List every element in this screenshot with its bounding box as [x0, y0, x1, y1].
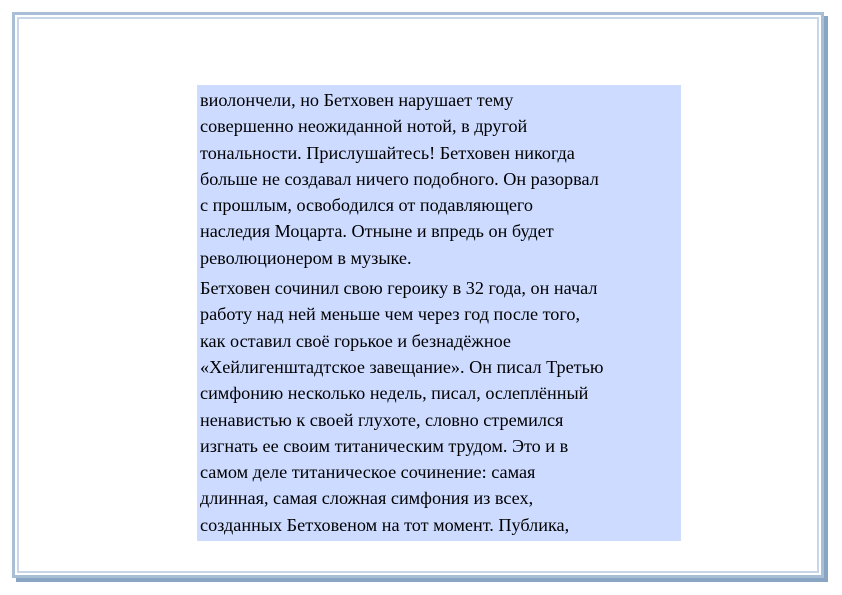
paragraph-2 [200, 275, 677, 538]
text-line: работу над ней меньше чем через год после того, [200, 304, 581, 325]
text-line: самом деле титаническое сочинение: самая [200, 462, 536, 483]
text-line: наследия Моцарта. Отныне и впредь он будет [200, 221, 554, 242]
text-line: Бетховен сочинил свою героику в 32 года, он начал [200, 278, 598, 299]
text-line: ненавистью к своей глухоте, словно стремился [200, 409, 564, 430]
text-line: с прошлым, освободился от подавляющего [200, 195, 534, 216]
frame-shadow-bottom [16, 578, 828, 582]
text-line: «Хейлигенштадтское завещание». Он писал Третью [200, 356, 604, 377]
text-line: совершенно неожиданной нотой, в другой [200, 116, 528, 137]
text-line: как оставил своё горькое и безнадёжное [200, 330, 511, 351]
text-line: созданных Бетховеном на тот момент. Публика, [200, 514, 570, 535]
frame-shadow-right [824, 16, 828, 582]
text-block [197, 85, 681, 541]
text-line: тональности. Прислушайтесь! Бетховен никогда [200, 142, 575, 163]
text-line: симфонию несколько недель, писал, ослеплённый [200, 383, 589, 404]
text-line: длинная, самая сложная симфония из всех, [200, 488, 534, 509]
text-line: изгнать ее своим титаническим трудом. Это и в [200, 435, 569, 456]
text-line: больше не создавал ничего подобного. Он разорвал [200, 168, 599, 189]
text-line: виолончели, но Бетховен нарушает тему [200, 90, 514, 110]
paragraph-1 [200, 87, 677, 271]
text-line: революционером в музыке. [200, 247, 412, 268]
